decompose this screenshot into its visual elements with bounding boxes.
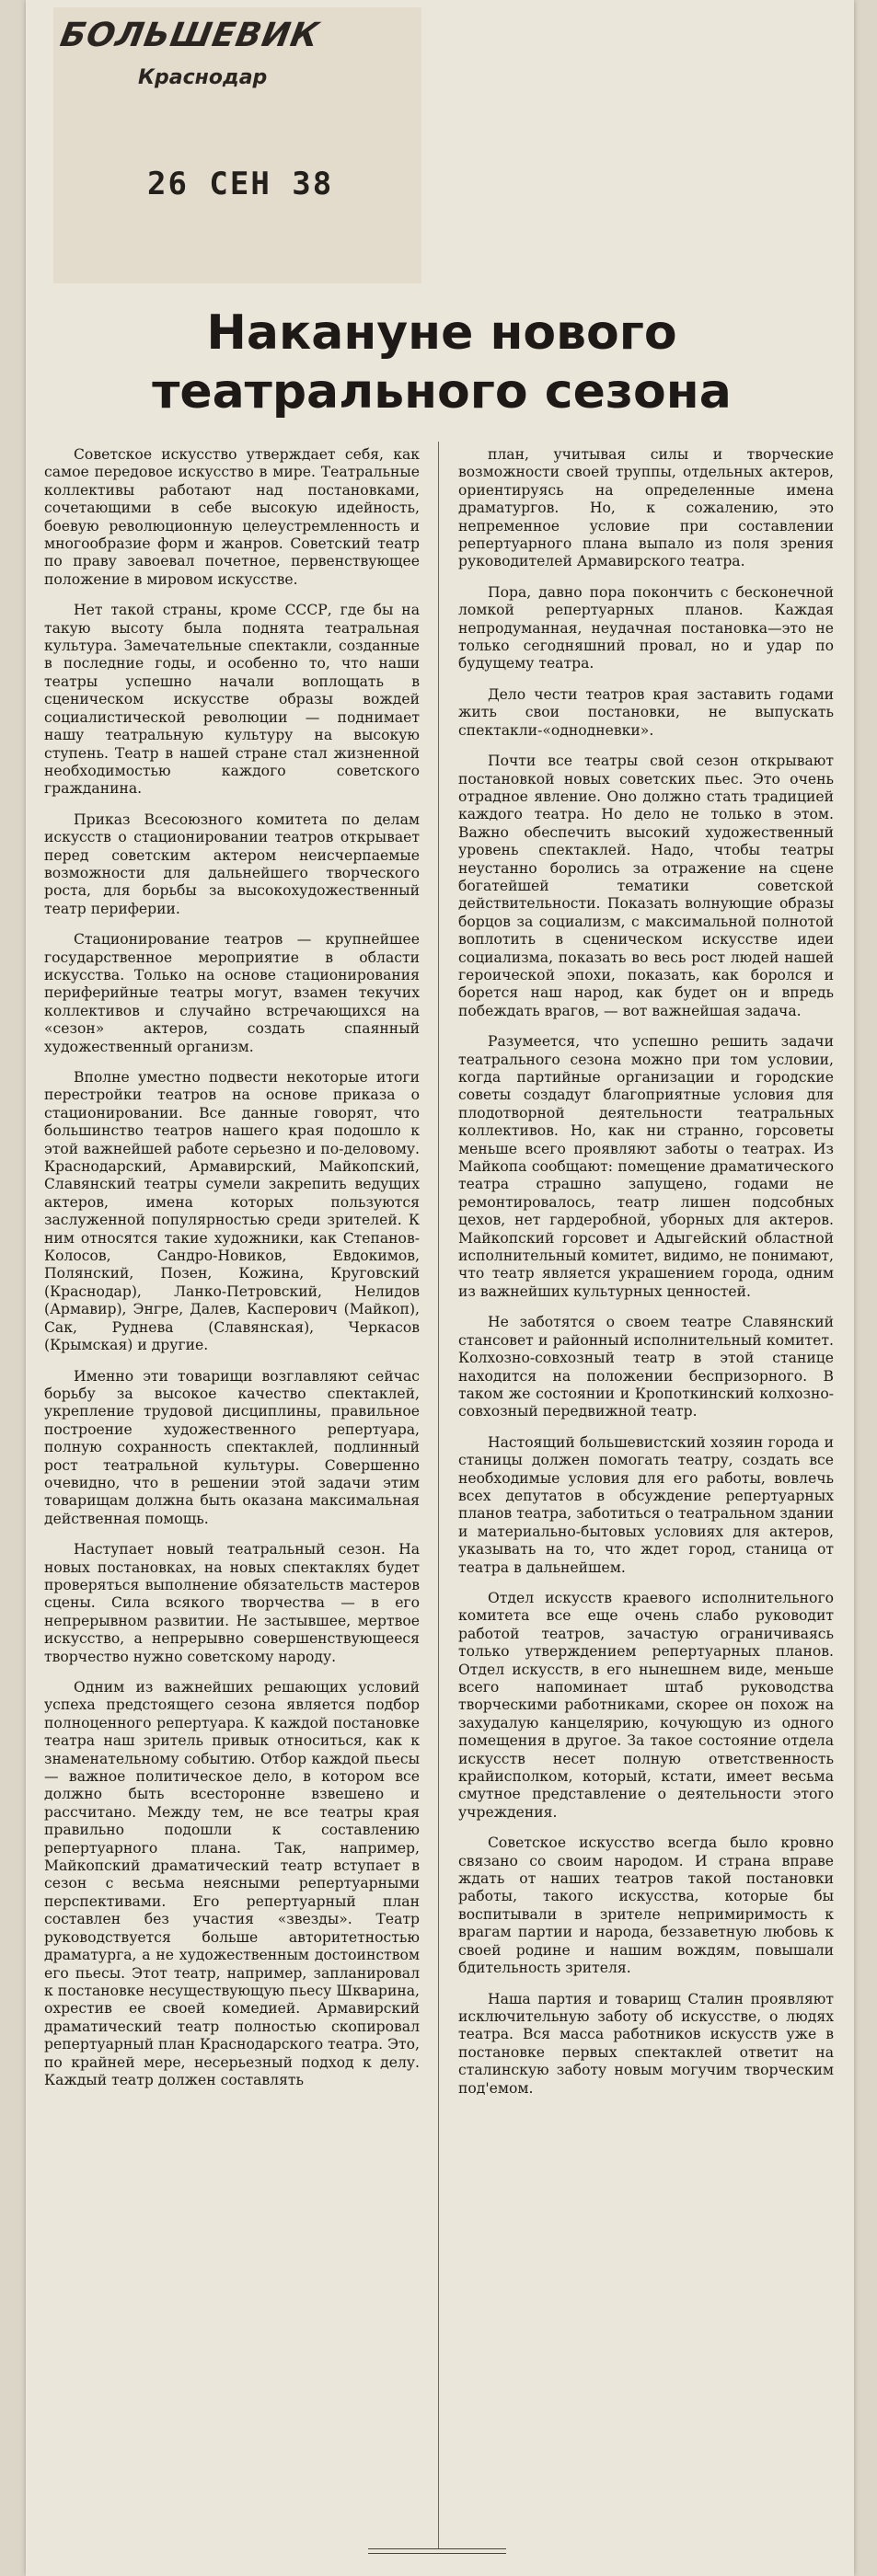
left-text-column [44,446,420,2562]
paragraph: Нет такой страны, кроме СССР, где бы на такую высоту была поднята театральная культура. Замечательные спектакли, созданные в последние годы, и особенно то, что наши театры успешно начали воплощать в сценическом искусстве образы вождей социалистической революции — поднимает нашу театральную культуру на высокую ступень. Театр в нашей стране стал жизненной необходимостью каждого советского гражданина. [44,602,420,798]
end-rule [368,2548,506,2554]
paragraph: Настоящий большевистский хозяин города и станицы должен помогать театру, создать все необходимые условия для его работы, вовлечь всех депутатов в обсуждение репертуарных планов театра, заботиться о театральном здании и материально-бытовых условиях для актеров, указывать на то, что ждет город, станица от театра в дальнейшем. [458,1433,834,1576]
paragraph: Одним из важнейших решающих условий успеха предстоящего сезона является подбор полноценного репертуара. К каждой постановке театра наш зритель привык относиться, как к знаменательному событию. Отбор каждой пьесы — важное политическое дело, в котором все должно быть всесторонне взвешено и рассчитано. Между тем, не все театры края правильно подошли к составлению репертуарного плана. Так, например, Майкопский драматический театр вступает в сезон с весьма неясными репертуарными перспективами. Его репертуарный план составлен без участия «звезды». Театр руководствуется больше авторитетностью драматурга, а не художественным достоинством его пьесы. Этот театр, например, запланировал к постановке несуществующую пьесу Шкварина, охрестив ее своей комедией. Армавирский драматический театр полностью скопировал репертуарный план Краснодарского театра. Это, по крайней мере, несерьезный подход к делу. Каждый театр должен составлять [44,1679,420,2088]
date-stamp: 26 СЕН 38 [147,166,334,202]
right-text-column [458,446,834,2562]
paragraph: Наша партия и товарищ Сталин проявляют исключительную заботу об искусстве, о людях театра. Вся масса работников искусств уже в постановке первых спектаклей ответит на сталинскую заботу новым могучим творческим под'емом. [458,1990,834,2097]
paragraph: Советское искусство всегда было кровно связано со своим народом. И страна вправе ждать от наших театров такой постановки работы, такого искусства, которые бы воспитывали в зрителе непримиримость к врагам партии и народа, беззаветную любовь к своей родине и нашим вождям, повышали бдительность зрителя. [458,1834,834,1977]
paragraph: Наступает новый театральный сезон. На новых постановках, на новых спектаклях будет проверяться выполнение обязательств мастеров сцены. Сила всякого творчества — в его непрерывном развитии. Не застывшее, мертвое искусство, а непрерывно совершенствующееся творчество нужно советскому народу. [44,1541,420,1665]
paragraph: план, учитывая силы и творческие возможности своей труппы, отдельных актеров, ориентируясь на определенные имена драматургов. Но, к сожалению, это непременное условие при составлении репертуарного плана выпало из поля зрения руководителей Армавирского театра. [458,446,834,570]
headline-line-1: Накануне нового [206,305,677,361]
article-headline [74,304,810,421]
headline-line-2: театрального сезона [152,364,732,420]
paragraph: Стационирование театров — крупнейшее государственное мероприятие в области искусства. Только на основе стационирования периферийные театры могут, взамен текучих коллективов и случайно встречающихся на «сезон» актеров, создать спаянный художественный организм. [44,931,420,1055]
newspaper-name: БОЛЬШЕВИК [57,17,323,54]
paragraph: Отдел искусств краевого исполнительного комитета все еще очень слабо руководит работой театров, зачастую ограничиваясь только утверждением репертуарных планов. Отдел искусств, в его нынешнем виде, меньше всего напоминает штаб руководства творческими работниками, скорее он похож на захудалую канцелярию, кочующую из одного помещения в другое. За такое состояние отдела искусств несет полную ответственность крайисполком, который, кстати, имеет весьма смутное представление о деятельности этого учреждения. [458,1589,834,1821]
paragraph: Советское искусство утверждает себя, как самое передовое искусство в мире. Театральные коллективы работают над постановками, сочетающими в себе высокую идейность, боевую революционную целеустремленность и многообразие форм и жанров. Советский театр по праву завоевал почетное, первенствующее положение в мировом искусстве. [44,446,420,588]
paragraph: Почти все театры свой сезон открывают постановкой новых советских пьес. Это очень отрадное явление. Оно должно стать традицией каждого театра. Но дело не только в этом. Важно обеспечить высокий художественный уровень спектаклей. Надо, чтобы театры неустанно боролись за отражение на сцене богатейшей тематики советской действительности. Показать волнующие образы борцов за социализм, с максимальной полнотой воплотить в сценическом искусстве идеи социализма, показать во весь рост людей нашей героической эпохи, показать, как боролся и борется наш народ, как будет он и впредь побеждать врагов, — вот важнейшая задача. [458,753,834,1019]
paragraph: Дело чести театров края заставить годами жить свои постановки, не выпускать спектакли-«однодневки». [458,685,834,739]
column-divider [438,442,439,2548]
paragraph: Приказ Всесоюзного комитета по делам искусств о стационировании театров открывает перед советским актером неисчерпаемые возможности для дальнейшего творческого роста, для борьбы за высокохудожественный театр периферии. [44,811,420,917]
paragraph: Вполне уместно подвести некоторые итоги перестройки театров на основе приказа о стационировании. Все данные говорят, что большинство театров нашего края подошло к этой важнейшей работе серьезно и по-деловому. Краснодарский, Армавирский, Майкопский, Славянский театры сумели закрепить ведущих актеров, имена которых пользуются заслуженной популярностью среди зрителей. К ним относятся такие художники, как Степанов-Колосов, Сандро-Новиков, Евдокимов, Полянский, Позен, Кожина, Круговский (Краснодар), Ланко-Петровский, Нелидов (Армавир), Энгре, Далев, Касперович (Майкоп), Сак, Руднева (Славянская), Черкасов (Крымская) и другие. [44,1069,420,1354]
paragraph: Пора, давно пора покончить с бесконечной ломкой репертуарных планов. Каждая непродуманная, неудачная постановка—это не только сегодняшний провал, но и удар по будущему театра. [458,583,834,673]
newspaper-city: Краснодар [138,66,268,89]
paragraph: Не заботятся о своем театре Славянский стансовет и районный исполнительный комитет. Колхозно-совхозный театр в этой станице находится на положении беспризорного. В таком же состоянии и Кропоткинский колхозно-совхозный передвижной театр. [458,1314,834,1420]
paragraph: Разумеется, что успешно решить задачи театрального сезона можно при том условии, когда партийные организации и городские советы создадут благоприятные условия для плодотворной деятельности театральных коллективов. Но, как ни странно, горсоветы меньше всего проявляют заботы о театрах. Из Майкопа сообщают: помещение драматического театра страшно запущено, годами не ремонтировалось, театр лишен подсобных цехов, нет гардеробной, уборных для актеров. Майкопский горсовет и Адыгейский областной исполнительный комитет, видимо, не понимают, что театр является украшением города, одним из важнейших культурных ценностей. [458,1033,834,1300]
paragraph: Именно эти товарищи возглавляют сейчас борьбу за высокое качество спектаклей, укрепление трудовой дисциплины, правильное построение художественного репертуара, полную сохранность спектаклей, подлинный рост театральной культуры. Совершенно очевидно, что в решении этой задачи этим товарищам должна быть оказана максимальная действенная помощь. [44,1367,420,1527]
